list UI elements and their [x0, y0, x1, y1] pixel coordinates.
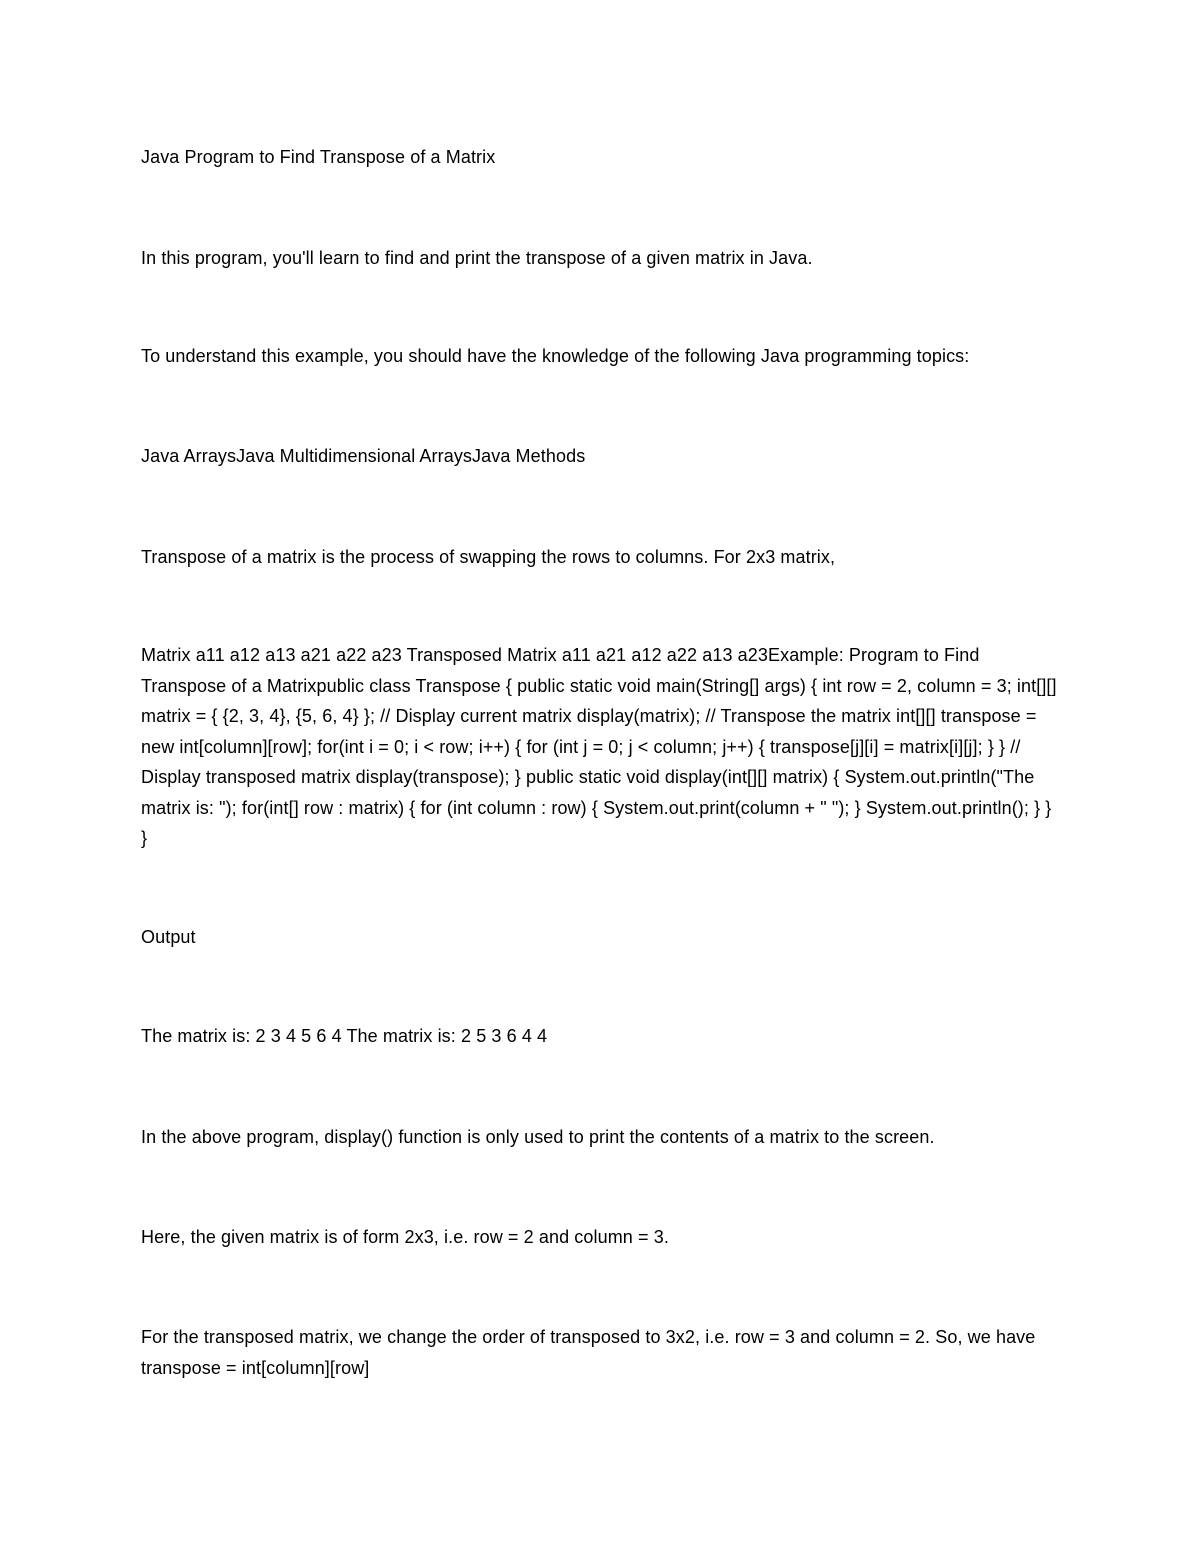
prerequisites-paragraph: To understand this example, you should have the knowledge of the following Java programming topics: [141, 346, 970, 366]
topics-line: Java ArraysJava Multidimensional ArraysJava Methods [141, 446, 586, 466]
code-paragraph: Matrix a11 a12 a13 a21 a22 a23 Transposed Matrix a11 a21 a12 a22 a13 a23Example: Program to Find Transpose of a Matrixpublic class Transpose { public static void main(String[] args) { int row = 2, column = 3; int[][] matrix = { {2, 3, 4}, {5, 6, 4} }; // Display current matrix display(matrix); // Transpose the matrix int[][] transpose = new int[column][row]; for(int i = 0; i < row; i++) { for (int j = 0; j < column; j++) { transpose[j][i] = matrix[i][j]; } } // Display transposed matrix display(transpose); } public static void display(int[][] matrix) { System.out.println("The matrix is: "); for(int[] row : matrix) { for (int column : row) { System.out.print(column + " "); } System.out.println(); } } } [141, 645, 1057, 848]
intro-paragraph: In this program, you'll learn to find and print the transpose of a given matrix in Java. [141, 248, 813, 268]
explanation-paragraph-3: For the transposed matrix, we change the order of transposed to 3x2, i.e. row = 3 and column = 2. So, we have transpose = int[column][row] [141, 1327, 1036, 1378]
output-heading: Output [141, 927, 196, 947]
explanation-paragraph-2: Here, the given matrix is of form 2x3, i.e. row = 2 and column = 3. [141, 1227, 669, 1247]
definition-paragraph: Transpose of a matrix is the process of swapping the rows to columns. For 2x3 matrix, [141, 547, 836, 567]
document-title: Java Program to Find Transpose of a Matrix [141, 147, 496, 167]
explanation-paragraph-1: In the above program, display() function is only used to print the contents of a matrix to the screen. [141, 1127, 935, 1147]
output-text: The matrix is: 2 3 4 5 6 4 The matrix is: 2 5 3 6 4 4 [141, 1026, 548, 1046]
